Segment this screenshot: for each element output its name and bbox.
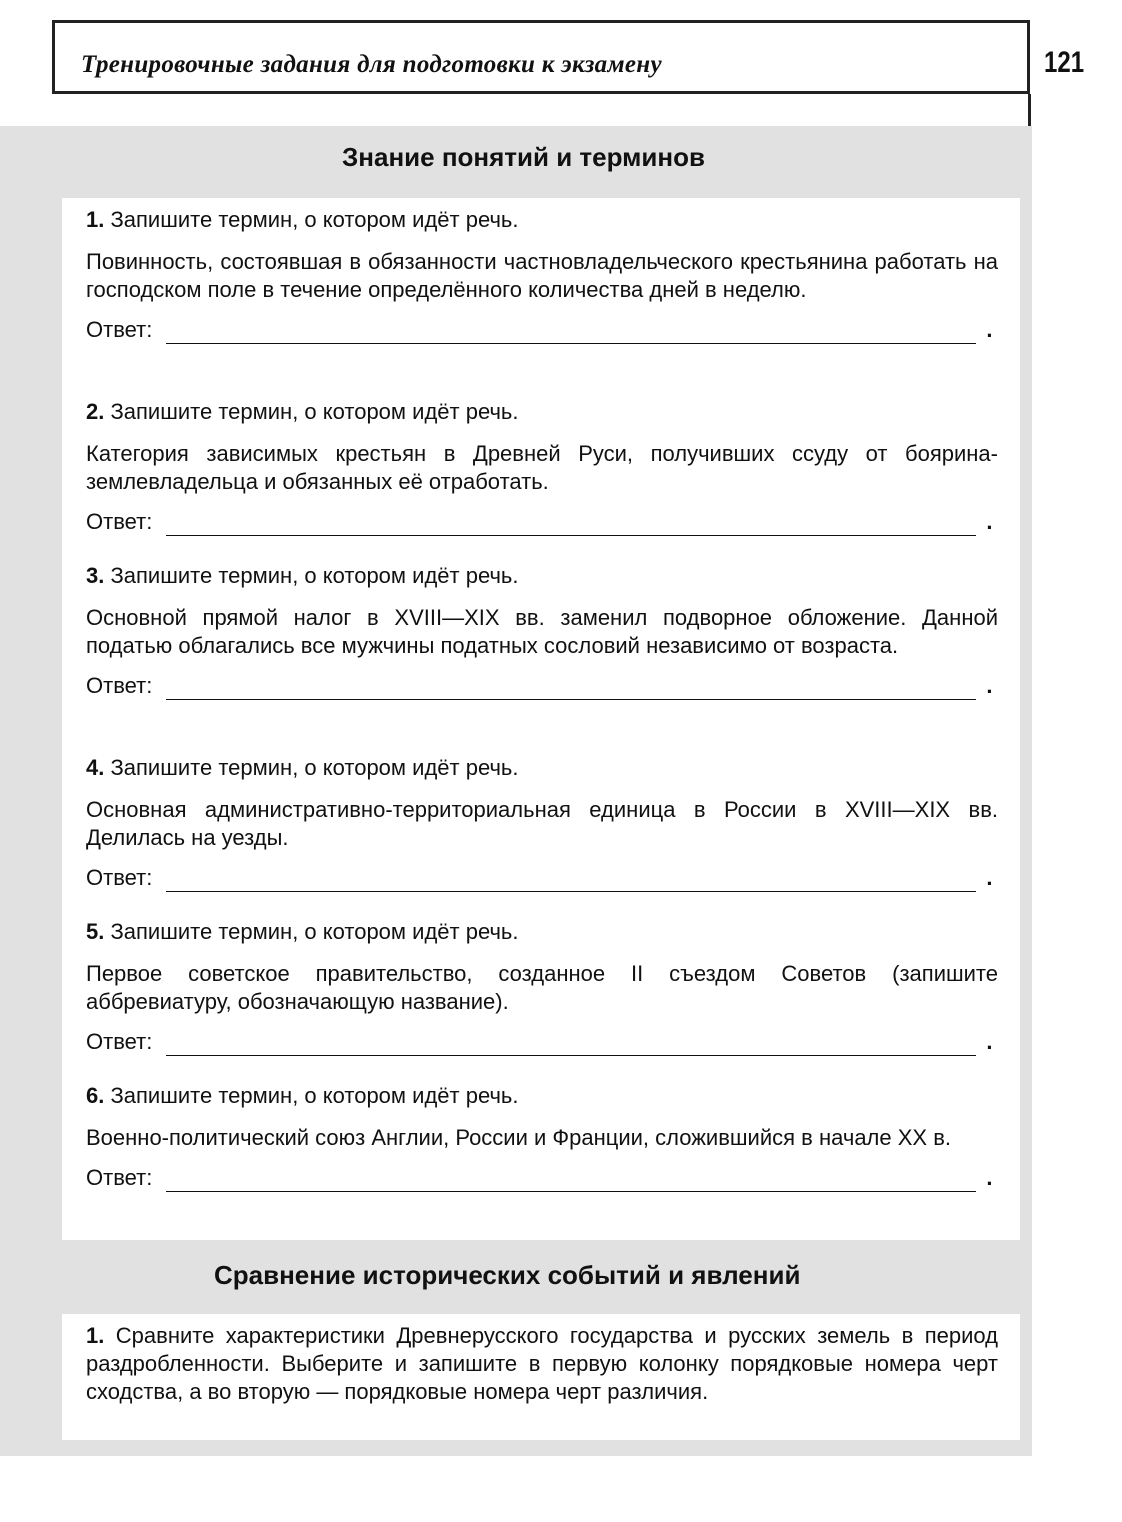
task-prompt: Запишите термин, о котором идёт речь.	[110, 755, 519, 780]
answer-field[interactable]	[166, 1171, 976, 1192]
task-number: 3.	[86, 563, 105, 588]
section-title-comparison: Сравнение исторических событий и явлений	[214, 1260, 801, 1290]
header-connector-line	[1028, 94, 1031, 130]
answer-field[interactable]	[166, 323, 976, 344]
task-text: Первое советское правительство, созданное II съездом Советов (запишите аббревиатуру, обозначающую название).	[86, 961, 998, 1014]
answer-field[interactable]	[166, 1035, 976, 1056]
task-3	[86, 562, 998, 700]
header-title: Тренировочные задания для подготовки к экзамену	[81, 51, 662, 78]
task-prompt: Запишите термин, о котором идёт речь.	[110, 399, 519, 424]
task-number: 4.	[86, 755, 105, 780]
answer-field[interactable]	[166, 515, 976, 536]
task-text: Основной прямой налог в XVIII—XIX вв. заменил подворное обложение. Данной податью облагались все мужчины податных сословий независимо от возраста.	[86, 605, 998, 658]
answer-label: Ответ:	[86, 673, 153, 698]
task-text: Сравните характеристики Древнерусского государства и русских земель в период раздробленности. Выберите и запишите в первую колонку порядковые номера черт сходства, а во вторую — порядковые номера черт различия.	[86, 1323, 998, 1404]
task-number: 2.	[86, 399, 105, 424]
task-6	[86, 1082, 998, 1192]
answer-period: .	[986, 317, 993, 342]
task-number: 6.	[86, 1083, 105, 1108]
answer-label: Ответ:	[86, 1029, 153, 1054]
answer-label: Ответ:	[86, 509, 153, 534]
answer-field[interactable]	[166, 679, 976, 700]
task-number: 5.	[86, 919, 105, 944]
answer-row	[86, 864, 998, 892]
task-number: 1.	[86, 207, 105, 232]
answer-period: .	[986, 509, 993, 534]
answer-period: .	[986, 865, 993, 890]
task-prompt: Запишите термин, о котором идёт речь.	[110, 207, 519, 232]
task-number: 1.	[86, 1323, 105, 1348]
task-text: Основная административно-территориальная единица в России в XVIII—XIX вв. Делилась на уезды.	[86, 797, 998, 850]
answer-period: .	[986, 673, 993, 698]
comparison-task-1	[86, 1322, 998, 1406]
answer-period: .	[986, 1165, 993, 1190]
answer-label: Ответ:	[86, 317, 153, 342]
header-box	[52, 20, 1030, 94]
task-text: Категория зависимых крестьян в Древней Руси, получивших ссуду от боярина-землевладельца и обязанных её отработать.	[86, 441, 998, 494]
page-number: 121	[1044, 46, 1085, 79]
answer-row	[86, 508, 998, 536]
answer-row	[86, 316, 998, 344]
task-prompt: Запишите термин, о котором идёт речь.	[110, 1083, 519, 1108]
section-title-terms: Знание понятий и терминов	[342, 142, 705, 172]
task-prompt: Запишите термин, о котором идёт речь.	[110, 919, 519, 944]
task-text: Военно-политический союз Англии, России и Франции, сложившийся в начале XX в.	[86, 1125, 952, 1150]
task-1	[86, 206, 998, 344]
answer-label: Ответ:	[86, 1165, 153, 1190]
answer-row	[86, 672, 998, 700]
task-prompt: Запишите термин, о котором идёт речь.	[110, 563, 519, 588]
answer-label: Ответ:	[86, 865, 153, 890]
task-5	[86, 918, 998, 1056]
task-2	[86, 398, 998, 536]
answer-field[interactable]	[166, 871, 976, 892]
task-4	[86, 754, 998, 892]
answer-row	[86, 1164, 998, 1192]
answer-period: .	[986, 1029, 993, 1054]
answer-row	[86, 1028, 998, 1056]
task-text: Повинность, состоявшая в обязанности частновладельческого крестьянина работать на господском поле в течение определённого количества дней в неделю.	[86, 249, 998, 302]
